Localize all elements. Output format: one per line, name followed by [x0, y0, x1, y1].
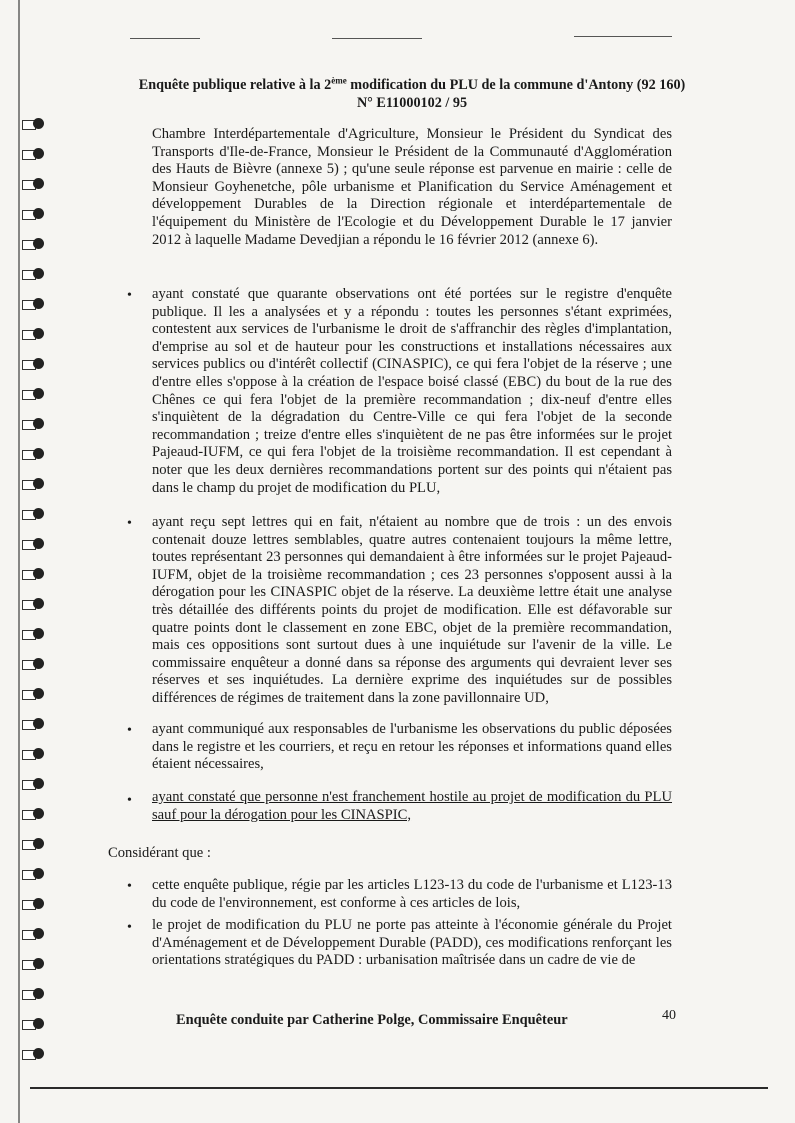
binder-edge-line [18, 0, 20, 1123]
bullet-hostility: ayant constaté que personne n'est franchement hostile au projet de modification du PLU sauf pour la dérogation pour les CINASPIC, [152, 789, 672, 823]
header-title: Enquête publique relative à la 2ème modification du PLU de la commune d'Antony (92 160) [138, 75, 686, 93]
page-number: 40 [662, 1008, 676, 1023]
binder-ring-icon [22, 118, 44, 130]
binder-ring-icon [22, 448, 44, 460]
binder-ring-icon [22, 688, 44, 700]
bullet-communication: ayant communiqué aux responsables de l'urbanisme les observations du public déposées dans le registre et les courriers, et reçu en retour les réponses et informations quand elles étaient nécessaires, [152, 721, 672, 773]
binder-ring-icon [22, 778, 44, 790]
bullet-marker: • [127, 723, 132, 738]
binder-ring-icon [22, 868, 44, 880]
binder-ring-icon [22, 598, 44, 610]
intro-paragraph: Chambre Interdépartementale d'Agriculture, Monsieur le Président du Syndicat des Transports d'Ile-de-France, Monsieur le Président de la Communauté d'Agglomération des Hauts de Bièvre (annexe 5) ; qu'une seule réponse est parvenue en mairie : celle de Monsieur Goyhenetche, pôle urbanisme et Planification du Service Aménagement et développement Durables de la Direction régionale et interdépartementale de l'équipement du Ministère de l'Ecologie et du Développement Durable le 17 janvier 2012 à laquelle Madame Devedjian a répondu le 16 février 2012 (annexe 6). [152, 126, 672, 248]
binder-ring-icon [22, 958, 44, 970]
binder-ring-icon [22, 148, 44, 160]
binder-ring-icon [22, 718, 44, 730]
binder-ring-icon [22, 298, 44, 310]
binder-ring-icon [22, 808, 44, 820]
bullet-marker: • [127, 920, 132, 935]
footer-author: Enquête conduite par Catherine Polge, Commissaire Enquêteur [176, 1012, 568, 1028]
binder-ring-icon [22, 658, 44, 670]
considerant-label: Considérant que : [108, 845, 211, 861]
binder-ring-icon [22, 628, 44, 640]
bullet-letters: ayant reçu sept lettres qui en fait, n'étaient au nombre que de trois : un des envois contenait douze lettres semblables, quatre autres contenaient toujours la même lettre, toutes représentant 23 personnes qui demandaient à être informées sur le projet Pajeaud-IUFM, objet de la troisième recommandation ; ces 23 personnes s'opposent aussi à la dérogation pour les CINASPIC objet de la réserve. La deuxième lettre était une analyse très détaillée des différents points du projet de modification. Elle est défavorable sur quatre points dont le classement en zone EBC, objet de la première recommandation, mais ces oppositions sont surtout dues à une inquiétude sur l'avenir de la ville. Le commissaire enquêteur a donné dans sa réponse des arguments qui devraient lever ses réserves et ses inquiétudes. La dernière exprime des inquiétudes sur de possibles différences de régimes de traitement dans la zone pavillonnaire UD, [152, 514, 672, 706]
binder-ring-icon [22, 988, 44, 1000]
bullet-marker: • [127, 516, 132, 531]
scan-mark-left [130, 38, 200, 39]
binder-ring-icon [22, 208, 44, 220]
binder-ring-icon [22, 328, 44, 340]
binder-ring-icon [22, 388, 44, 400]
binder-strip [0, 0, 48, 1123]
binder-ring-icon [22, 418, 44, 430]
binder-ring-icon [22, 748, 44, 760]
binder-ring-icon [22, 898, 44, 910]
binder-ring-icon [22, 478, 44, 490]
bullet-marker: • [127, 793, 132, 808]
document-header [112, 76, 712, 112]
bullet-observations: ayant constaté que quarante observations ont été portées sur le registre d'enquête publique. Il les a analysées et y a répondu : toutes les personnes s'étant exprimées, contestent aux services de l'urbanisme le droit de s'affranchir des règles d'implantation, d'emprise au sol et de hauteur pour les constructions et installations nécessaires aux services publics ou d'intérêt collectif (CINASPIC), ce qui fera l'objet de la réserve ; une d'entre elles s'oppose à la création de l'espace boisé classé (EBC) du bout de la rue des Chênes ce qui fera l'objet de la première recommandation ; dix-neuf d'entre elles s'inquiètent de la dégradation du Centre-Ville ce qui fera l'objet de la seconde recommandation ; treize d'entre elles s'inquiètent de ne pas être informées sur le projet Pajeaud-IUFM, ce qui fera l'objet de la troisième recommandation. Il est cependant à noter que les deux dernières recommandations portent sur des points qui n'étaient pas dans le champ du projet de modification du PLU, [152, 286, 672, 496]
header-reference: N° E11000102 / 95 [356, 95, 468, 111]
binder-ring-icon [22, 178, 44, 190]
scan-mark-right [574, 36, 672, 37]
binder-ring-icon [22, 508, 44, 520]
considerant-bullet-legal: cette enquête publique, régie par les articles L123-13 du code de l'urbanisme et L123-13 du code de l'environnement, est conforme à ces articles de lois, [152, 877, 672, 911]
binder-ring-icon [22, 268, 44, 280]
binder-ring-icon [22, 1048, 44, 1060]
binder-ring-icon [22, 1018, 44, 1030]
binder-ring-icon [22, 538, 44, 550]
binder-ring-icon [22, 358, 44, 370]
binder-ring-icon [22, 838, 44, 850]
considerant-bullet-padd: le projet de modification du PLU ne porte pas atteinte à l'économie générale du Projet d'Aménagement et de Développement Durable (PADD), ces modifications renforçant les orientations stratégiques du PADD : urbanisation maîtrisée dans un cadre de vie de [152, 917, 672, 969]
bottom-rule [30, 1087, 768, 1089]
bullet-marker: • [127, 879, 132, 894]
binder-ring-icon [22, 568, 44, 580]
binder-ring-icon [22, 238, 44, 250]
binder-ring-icon [22, 928, 44, 940]
scan-mark-center [332, 38, 422, 39]
bullet-marker: • [127, 288, 132, 303]
